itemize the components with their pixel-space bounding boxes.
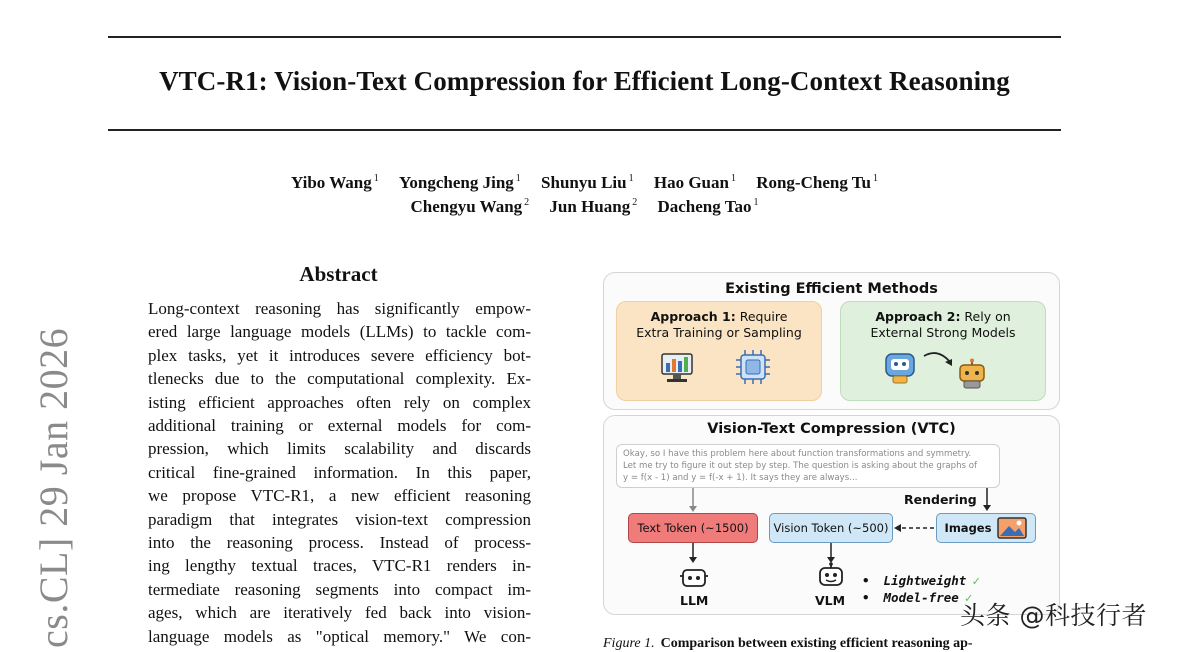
abstract-line: Long-context reasoning has significantly empow- xyxy=(148,299,531,318)
approach-2-text: Approach 2: Rely on External Strong Models xyxy=(870,309,1016,340)
robot-teacher-icon xyxy=(881,348,919,386)
arrow-icon xyxy=(921,350,955,372)
text-token-box: Text Token (~1500) xyxy=(628,513,758,543)
robot-student-icon xyxy=(955,358,989,390)
author: Yongcheng Jing $^1$ xyxy=(399,173,521,192)
abstract-line: language models as "optical memory." We con- xyxy=(148,626,531,646)
figure-caption: Figure 1. Comparison between existing efficient reasoning ap- xyxy=(603,636,973,651)
trace-line: Okay, so I have this problem here about function transformations and symmetry. xyxy=(623,449,972,459)
title-rule-top xyxy=(108,36,1061,38)
abstract-line: pression, which limits scalability and discards xyxy=(148,439,531,459)
abstract-line: into the reasoning process. Instead of process- xyxy=(148,533,531,553)
approach-2-box xyxy=(840,301,1046,401)
author: Dacheng Tao $^1$ xyxy=(657,197,759,216)
figure-1 xyxy=(603,272,1060,617)
vtc-panel xyxy=(603,415,1060,615)
paper-title: VTC-R1: Vision-Text Compression for Efficient Long-Context Reasoning xyxy=(159,66,1010,96)
approach-1-box xyxy=(616,301,822,401)
rendering-label: Rendering xyxy=(904,492,977,507)
check-icon: ✓ xyxy=(972,573,980,588)
llm-robot-icon xyxy=(679,566,709,590)
trace-line: y = f(x - 1) and y = f(-x + 1). It says they are always... xyxy=(623,473,858,483)
image-icon xyxy=(997,517,1027,539)
abstract-line: ered large language models (LLMs) to tackle com- xyxy=(148,322,531,342)
abstract-line: termediate reasoning segments into compact im- xyxy=(148,579,531,599)
abstract-line: paradigm that integrates vision-text compression xyxy=(148,509,531,529)
abstract-line: critical fine-grained information. In this paper, xyxy=(148,462,531,482)
trace-line: Let me try to figure it out step by step. The question is asking about the graphs of xyxy=(623,461,978,471)
author: Jun Huang $^2$ xyxy=(549,197,638,216)
images-label: Images xyxy=(944,521,992,535)
existing-methods-panel xyxy=(603,272,1060,410)
vision-token-box: Vision Token (~500) xyxy=(769,513,893,543)
benefit-item: • Model-free ✓ xyxy=(862,590,973,605)
llm-label: LLM xyxy=(680,593,709,608)
abstract-line: tlenecks due to the computational complexity. Ex- xyxy=(148,369,531,389)
check-icon: ✓ xyxy=(964,590,973,605)
images-box xyxy=(936,513,1036,543)
author: Hao Guan $^1$ xyxy=(653,173,736,192)
training-dashboard-icon xyxy=(659,348,697,384)
vlm-robot-icon xyxy=(816,562,846,590)
watermark: 头条 @科技行者 xyxy=(960,601,1147,630)
authors-line-1 xyxy=(108,173,1061,193)
abstract-line: we propose VTC-R1, a new efficient reasoning xyxy=(148,486,531,506)
authors-line-2 xyxy=(108,197,1061,217)
vlm-label: VLM xyxy=(815,593,846,608)
abstract-line: plex tasks, yet it introduces severe efficiency bot- xyxy=(148,345,531,365)
author: Rong-Cheng Tu $^1$ xyxy=(756,173,879,192)
author: Shunyu Liu $^1$ xyxy=(541,173,634,192)
author: Yibo Wang $^1$ xyxy=(290,173,379,192)
abstract-line: ing lengthy textual traces, VTC-R1 renders in- xyxy=(148,556,531,576)
abstract-line: additional training or external models for com- xyxy=(148,416,531,436)
author: Chengyu Wang $^2$ xyxy=(410,197,530,216)
abstract-line: ages, which are iteratively fed back into vision- xyxy=(148,603,531,623)
chip-icon xyxy=(733,348,773,386)
abstract-body xyxy=(148,297,531,648)
vtc-title: Vision-Text Compression (VTC) xyxy=(707,421,956,437)
title-rule-bottom xyxy=(108,129,1061,131)
abstract-line: isting efficient approaches often rely on complex xyxy=(148,392,531,412)
arxiv-stamp: cs.CL] 29 Jan 2026 xyxy=(31,327,76,648)
existing-methods-title: Existing Efficient Methods xyxy=(725,281,938,297)
approach-1-text: Approach 1: Require Extra Training or Sampling xyxy=(636,309,802,340)
abstract-heading: Abstract xyxy=(299,262,378,286)
benefit-item: • Lightweight ✓ xyxy=(862,573,980,588)
